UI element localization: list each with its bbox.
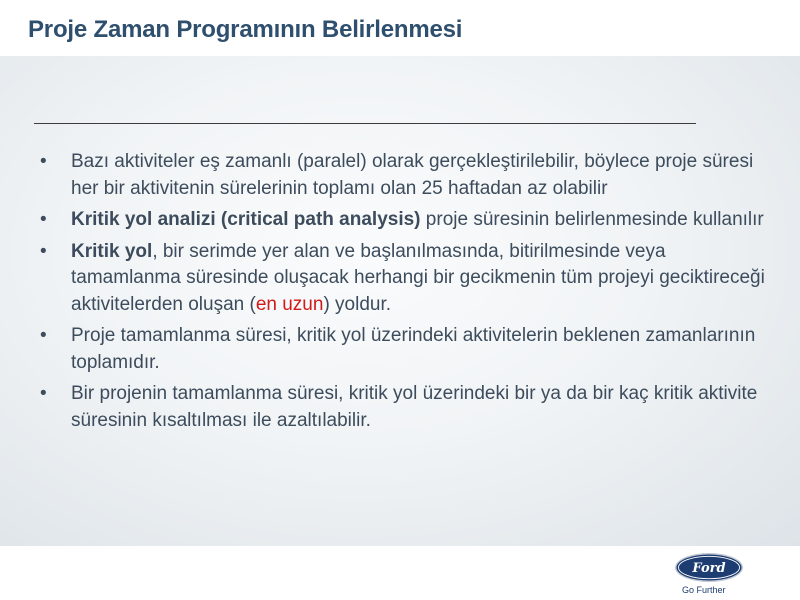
bullet-item-1 [40, 149, 780, 202]
bullet-text-tail: ) yoldur. [323, 293, 392, 315]
slide-footer [0, 546, 800, 600]
bullet-bold-term: Kritik yol [71, 240, 153, 262]
bullet-list [40, 149, 780, 439]
bullet-text: Bir projenin tamamlanma süresi, kritik yol üzerindeki bir ya da bir kaç kritik aktivite süresinin kısaltılması ile azaltılabilir. [71, 383, 758, 431]
brand-tagline: Go Further [682, 585, 726, 595]
bullet-highlight-text: en uzun [255, 293, 324, 315]
bullet-marker: • [40, 151, 47, 172]
bullet-marker: • [40, 240, 47, 262]
ford-logo-wordmark: Ford [692, 561, 726, 576]
bullet-text: Proje tamamlanma süresi, kritik yol üzerindeki aktivitelerin beklenen zamanlarının toplamıdır. [71, 325, 756, 373]
slide-content-panel [0, 56, 800, 546]
title-divider-line [34, 123, 696, 124]
bullet-bold-term: Kritik yol analizi (critical path analysis) [71, 209, 421, 230]
slide-title: Proje Zaman Programının Belirlenmesi [28, 16, 463, 43]
ford-logo-icon [674, 552, 744, 583]
bullet-item-4 [40, 323, 780, 376]
bullet-item-5 [40, 381, 780, 434]
bullet-text: proje süresinin belirlenmesinde kullanılır [420, 209, 764, 230]
bullet-item-2 [40, 207, 780, 234]
bullet-marker: • [40, 209, 47, 230]
bullet-marker: • [40, 383, 47, 404]
bullet-text: Bazı aktiviteler eş zamanlı (paralel) olarak gerçekleştirilebilir, böylece proje süresi her bir aktivitenin sürelerinin toplamı olan 25 haftadan az olabilir [71, 151, 754, 199]
bullet-text: , bir serimde yer alan ve başlanılmasında, bitirilmesinde veya tamamlanma süresinde oluşacak herhangi bir gecikmenin tüm projeyi geciktireceği aktivitelerden oluşan ( [71, 240, 765, 315]
bullet-item-3 [40, 239, 780, 319]
slide-header [0, 0, 800, 56]
bullet-marker: • [40, 325, 47, 346]
